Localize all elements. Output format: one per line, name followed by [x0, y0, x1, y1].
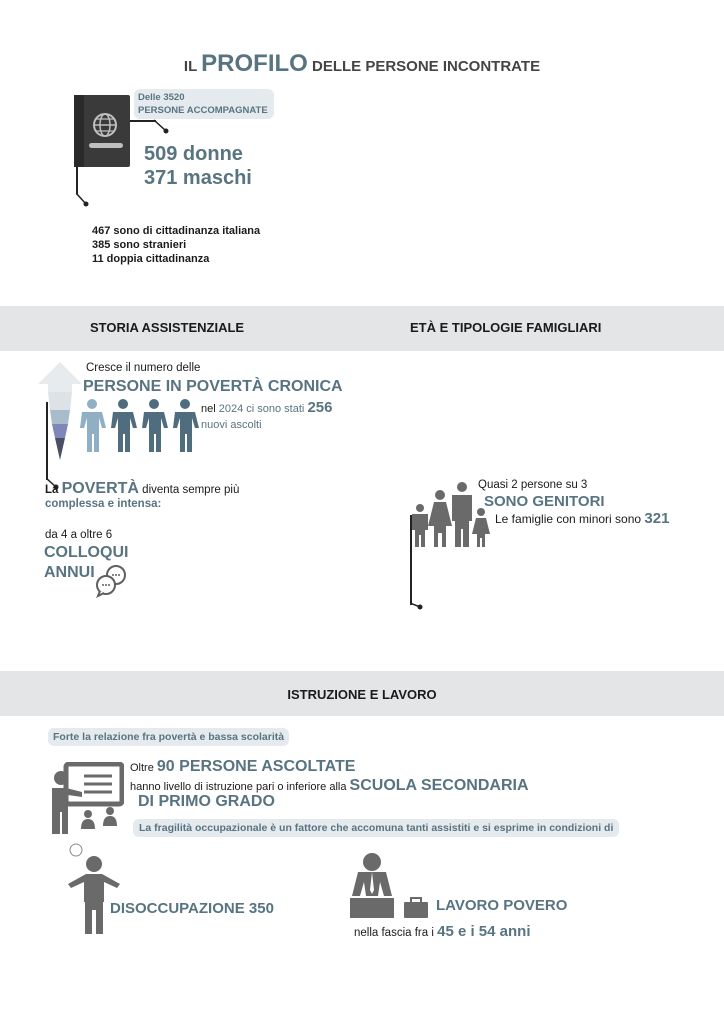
poverty-prefix: La	[45, 484, 59, 496]
colloqui-intro: da 4 a oltre 6	[45, 529, 113, 541]
poverty-suffix: diventa sempre più	[142, 484, 240, 496]
famiglie-intro: Quasi 2 persone su 3	[478, 479, 588, 491]
poverty-highlight: POVERTÀ	[61, 480, 139, 497]
connector-line	[46, 402, 48, 480]
label-line1: Delle 3520	[138, 92, 185, 103]
section-band	[0, 671, 724, 716]
connector-line	[410, 603, 426, 624]
section-header-storia: STORIA ASSISTENZIALE	[90, 320, 245, 335]
teacher-icon	[52, 762, 124, 839]
year-text: 2024 ci sono stati	[218, 403, 305, 415]
famiglie-highlight: SONO GENITORI	[484, 493, 605, 510]
fascia-line	[354, 923, 531, 940]
women-count: 509 donne	[144, 143, 243, 165]
persone-highlight: 90 PERSONE ASCOLTATE	[156, 758, 356, 775]
livello-text: hanno livello di istruzione pari o inferiore alla	[130, 781, 347, 793]
minori-count: 321	[644, 510, 670, 527]
citizenship-list	[92, 224, 260, 266]
citizenship-item: 11 doppia cittadinanza	[92, 253, 210, 265]
page-title	[0, 50, 724, 78]
nuovi-ascolti-count: 256	[307, 399, 333, 416]
working-poor-icon	[350, 852, 430, 923]
scuola-line1: SCUOLA SECONDARIA	[349, 777, 529, 794]
storia-highlight: PERSONE IN POVERTÀ CRONICA	[83, 378, 343, 395]
fragilita-pill: La fragilità occupazionale è un fattore che accomuna tanti assistiti e si esprime in condizioni di	[133, 819, 619, 837]
fascia-value: 45 e i 54 anni	[437, 923, 531, 940]
oltre-line	[130, 758, 355, 776]
connector-line	[76, 167, 78, 194]
fascia-prefix: nella fascia fra i	[354, 927, 434, 939]
growth-arrow-icon	[38, 362, 82, 467]
citizenship-item: 385 sono stranieri	[92, 239, 187, 251]
scuola-line2: DI PRIMO GRADO	[138, 793, 275, 810]
section-band	[0, 306, 724, 351]
connector-line	[130, 120, 156, 122]
gender-stats	[144, 142, 252, 190]
minori-label: Le famiglie con minori sono	[495, 512, 642, 526]
people-icon	[78, 398, 202, 459]
connector-line	[76, 193, 92, 214]
title-highlight: PROFILO	[201, 50, 308, 77]
chat-bubbles-icon	[94, 564, 128, 603]
title-prefix: IL	[183, 58, 197, 75]
count-suffix: nuovi ascolti	[201, 419, 262, 431]
colloqui-line1: COLLOQUI	[44, 544, 129, 561]
section-header-famiglie: ETÀ E TIPOLOGIE FAMIGLIARI	[410, 320, 602, 335]
section-header-istruzione: ISTRUZIONE E LAVORO	[287, 687, 437, 702]
family-icon	[408, 482, 492, 553]
lavoro-povero-stat: LAVORO POVERO	[436, 897, 568, 914]
label-line2: PERSONE ACCOMPAGNATE	[138, 105, 268, 116]
nuovi-ascolti-text	[201, 400, 332, 433]
accompanied-label	[134, 89, 274, 119]
disoccupazione-stat: DISOCCUPAZIONE 350	[110, 900, 274, 917]
men-count: 371 maschi	[144, 167, 252, 189]
relation-pill: Forte la relazione fra povertà e bassa scolarità	[48, 728, 289, 746]
unemployed-person-icon	[62, 842, 124, 939]
year-prefix: nel	[201, 403, 216, 415]
poverty-line2: complessa e intensa:	[45, 498, 162, 510]
connector-line	[154, 119, 170, 140]
passport-icon	[74, 95, 130, 167]
citizenship-item: 467 sono di cittadinanza italiana	[92, 225, 261, 237]
connector-line	[410, 515, 412, 605]
poverty-text	[45, 482, 239, 511]
oltre-label: Oltre	[130, 762, 154, 774]
storia-intro: Cresce il numero delle	[86, 362, 201, 374]
colloqui-line2: ANNUI	[44, 564, 95, 581]
minori-text	[495, 510, 669, 527]
title-suffix: DELLE PERSONE INCONTRATE	[312, 58, 541, 75]
